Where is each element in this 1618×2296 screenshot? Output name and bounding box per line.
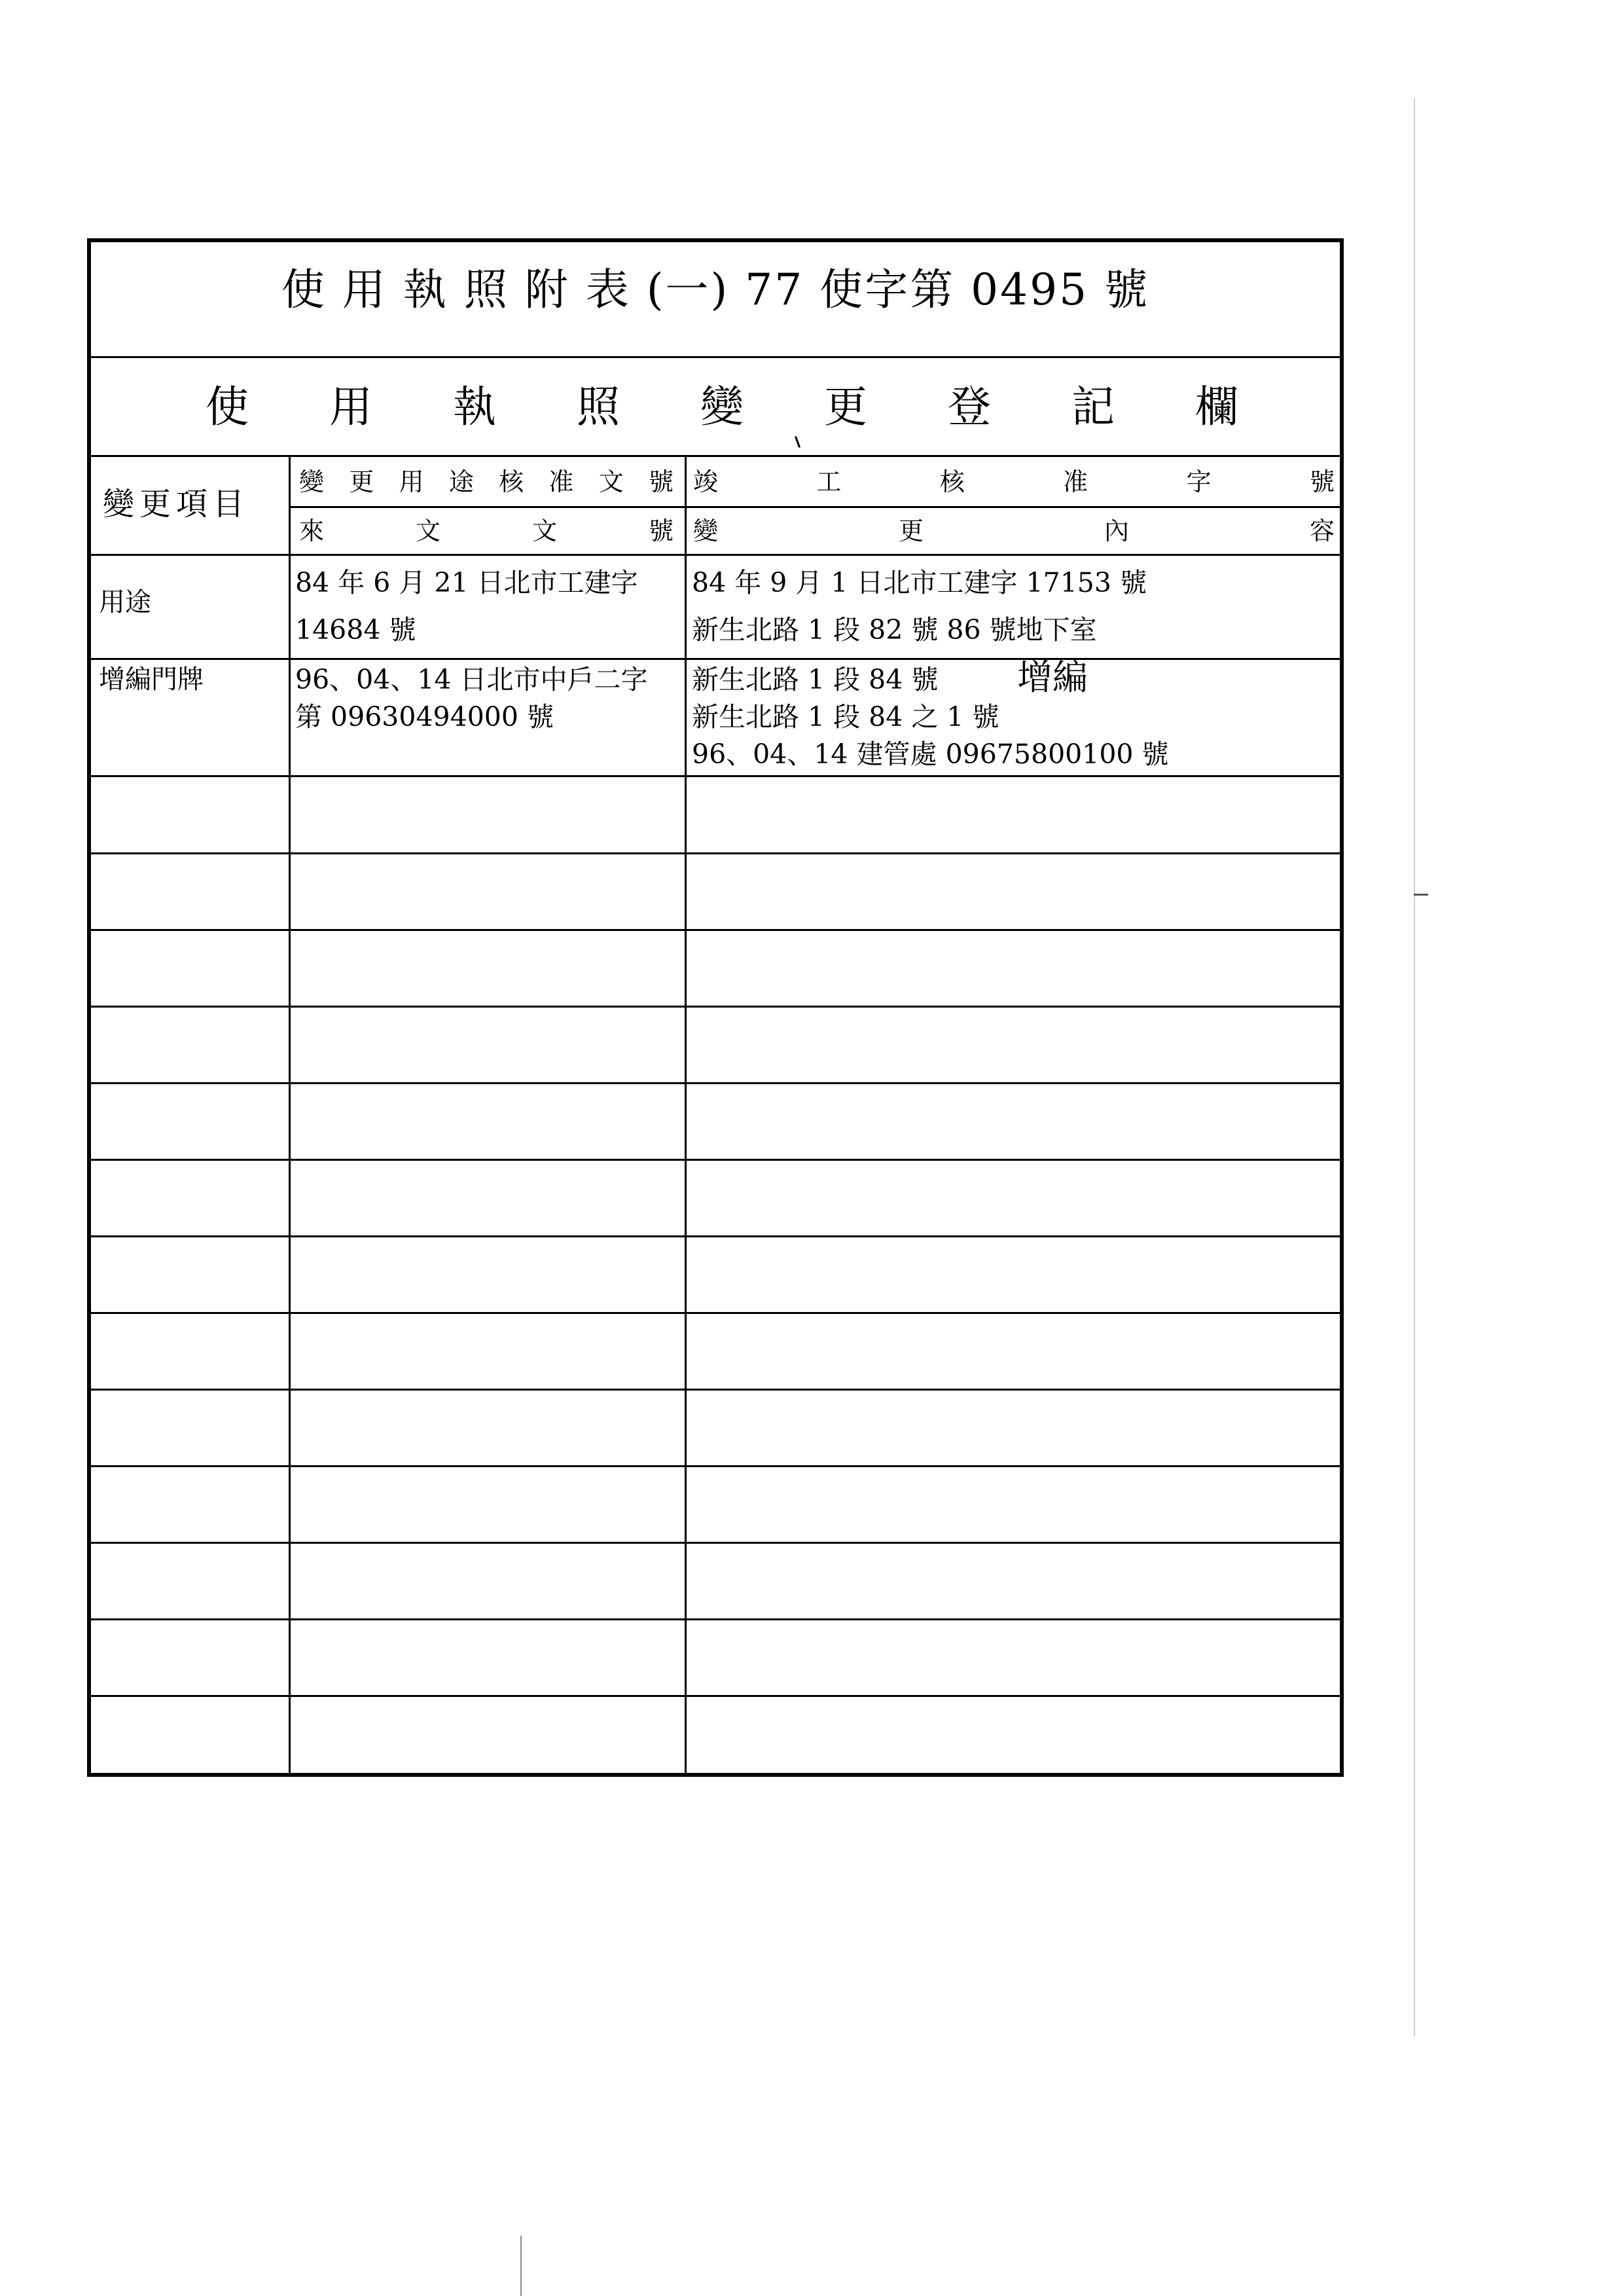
header-completion-number [693,462,1335,501]
subtitle-char: 記 [1071,382,1115,432]
rule-title-bottom [91,356,1340,358]
header-char: 工 [816,467,842,496]
row-approval-line: 96、04、14 日北市中戶二字 [295,664,648,695]
rule-empty-row [91,1389,1340,1391]
header-char: 途 [448,467,474,496]
rule-empty-row [91,1618,1340,1620]
header-incoming-number [299,512,674,550]
scan-edge-tick [1414,894,1428,896]
scan-edge-line [1414,98,1415,2036]
rule-empty-row [91,929,1340,931]
subtitle-char: 使 [206,382,249,432]
rule-row1-bottom [91,658,1340,660]
row-approval-line: 14684 號 [295,614,416,646]
header-char: 更 [898,517,924,545]
subtitle-char: 執 [453,382,496,432]
rule-empty-row [91,1312,1340,1314]
row-item: 增編門牌 [99,665,204,695]
rule-empty-row [91,1542,1340,1544]
subtitle-char: 更 [824,382,867,432]
rule-empty-row [91,1235,1340,1237]
subtitle-char: 用 [329,382,372,432]
header-char: 號 [648,467,674,496]
rule-row2-bottom [91,775,1340,777]
rule-empty-row [91,1082,1340,1084]
rule-subtitle-bottom [91,455,1340,457]
row-approval-line: 第 09630494000 號 [295,701,554,733]
rule-empty-row [91,1695,1340,1697]
header-char: 字 [1186,467,1212,496]
form-subtitle [206,381,1238,433]
header-char: 號 [1309,467,1335,496]
header-char: 文 [531,517,557,545]
row-approval-line: 84 年 6 月 21 日北市工建字 [295,567,638,598]
row-item: 用途 [99,587,151,617]
subtitle-char: 登 [948,382,991,432]
row-content-line: 新生北路 1 段 84 號 [692,664,939,695]
scan-bottom-mark [520,2236,522,2296]
license-change-form [87,238,1344,1777]
header-char: 來 [299,517,325,545]
header-char: 更 [349,467,374,496]
header-char: 核 [499,467,524,496]
header-char: 用 [399,467,424,496]
header-char: 變 [693,517,719,545]
row-content-line: 新生北路 1 段 82 號 86 號地下室 [692,614,1097,646]
handwritten-note: 增編 [1017,657,1088,698]
rule-header-middle [289,506,1340,508]
rule-col-2 [685,455,687,1777]
row-content-line: 96、04、14 建管處 09675800100 號 [692,738,1169,770]
header-change-item: 變更項目 [103,486,250,522]
header-char: 容 [1309,517,1335,545]
header-char: 號 [648,517,674,545]
header-change-content [693,512,1335,550]
subtitle-char: 變 [700,382,744,432]
header-char: 內 [1104,517,1129,545]
row-content-line: 新生北路 1 段 84 之 1 號 [692,701,999,733]
header-char: 准 [1063,467,1088,496]
rule-empty-row [91,852,1340,854]
header-char: 竣 [693,467,719,496]
header-char: 核 [939,467,965,496]
form-title: 使 用 執 照 附 表 (一) 77 使字第 0495 號 [281,264,1150,315]
header-approval-number [299,462,674,501]
header-char: 文 [415,517,440,545]
rule-empty-row [91,1159,1340,1161]
row-content-line: 84 年 9 月 1 日北市工建字 17153 號 [692,567,1147,598]
header-char: 變 [299,467,325,496]
rule-header-bottom [91,554,1340,556]
subtitle-char: 欄 [1195,382,1238,432]
pen-mark [795,436,800,448]
subtitle-char: 照 [577,382,620,432]
header-char: 准 [548,467,574,496]
rule-empty-row [91,1465,1340,1467]
rule-col-1 [289,455,291,1777]
rule-empty-row [91,1006,1340,1008]
header-char: 文 [598,467,624,496]
